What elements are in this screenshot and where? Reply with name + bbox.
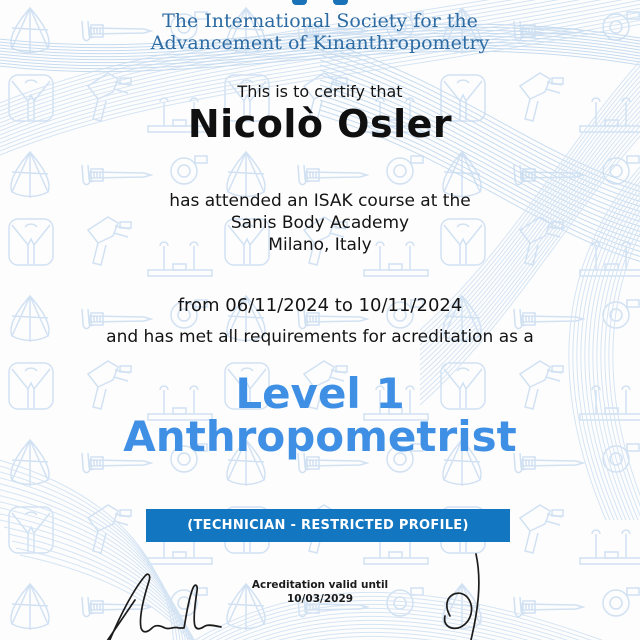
logo-fragment-icon <box>292 0 307 5</box>
organization-name-line1: The International Society for the <box>162 10 478 32</box>
validity-date: 10/03/2029 <box>286 593 354 605</box>
award-title <box>0 369 640 461</box>
requirements-statement: and has met all requirements for acreditation as a <box>106 327 534 347</box>
isak-logo-cropped <box>0 0 640 6</box>
attendance-line1: has attended an ISAK course at the <box>169 191 471 211</box>
organization-name-line2: Advancement of Kinanthropometry <box>150 32 490 54</box>
recipient-name: Nicolò Osler <box>187 102 453 146</box>
validity-label: Acreditation valid until <box>251 579 389 591</box>
attendance-statement <box>0 190 640 256</box>
organization-name <box>0 10 640 54</box>
logo-fragment-icon <box>333 0 348 5</box>
course-location: Milano, Italy <box>268 235 372 255</box>
profile-banner: (TECHNICIAN - RESTRICTED PROFILE) <box>146 509 510 542</box>
course-venue: Sanis Body Academy <box>230 213 410 233</box>
course-dates: from 06/11/2024 to 10/11/2024 <box>177 295 463 316</box>
right-signature <box>430 550 522 640</box>
left-signature <box>95 560 230 640</box>
award-title-line2: Anthropometrist <box>123 412 517 461</box>
award-title-line1: Level 1 <box>235 369 405 418</box>
certify-statement: This is to certify that <box>237 82 403 101</box>
